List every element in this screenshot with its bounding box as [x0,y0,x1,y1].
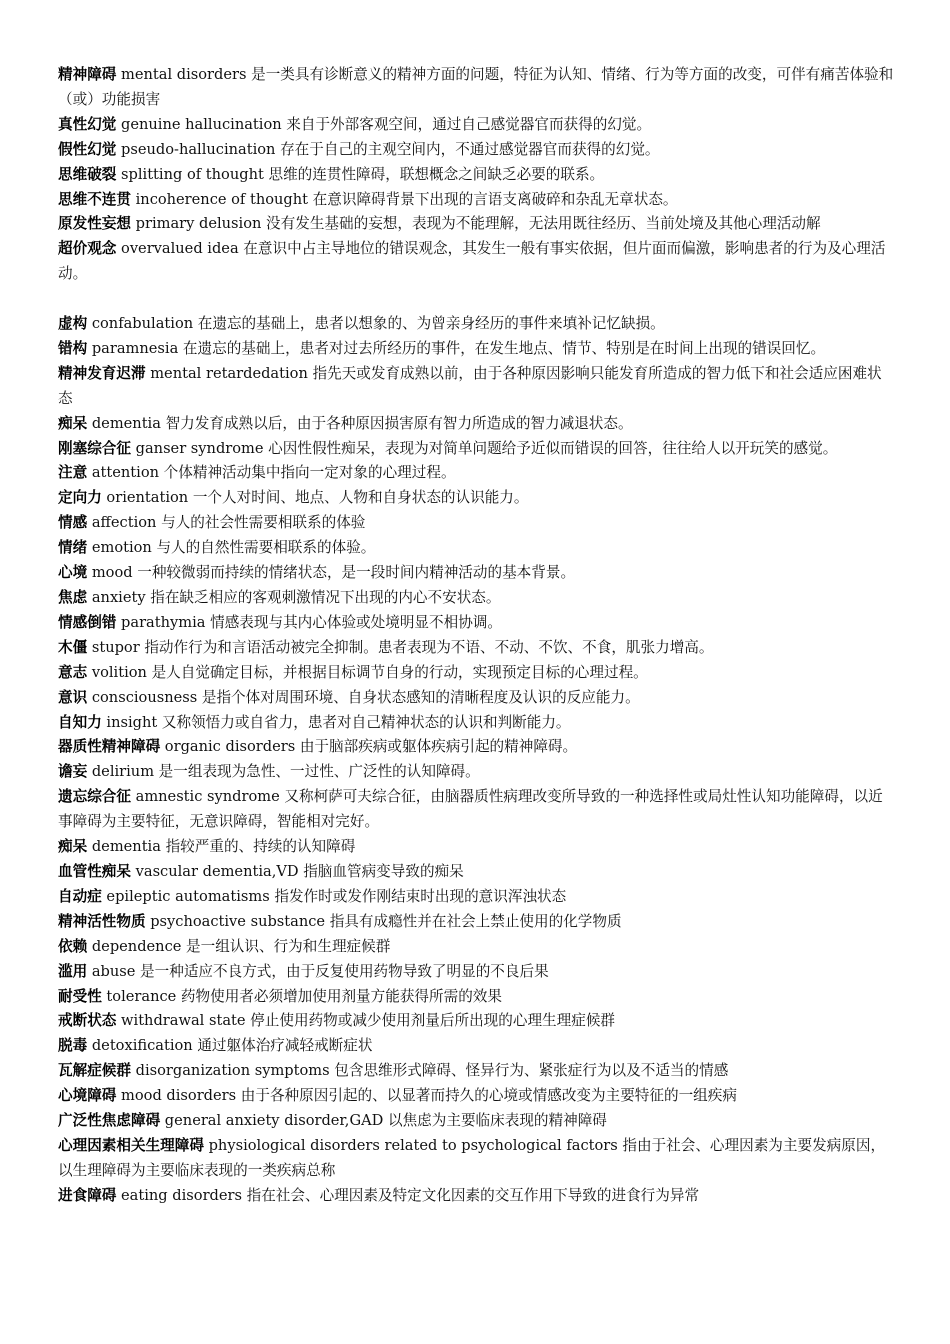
entry-term: 依赖 [58,937,88,955]
entry-definition: parathymia 情感表现与其内心体验或处境明显不相协调。 [116,613,502,631]
entry-definition: mood disorders 由于各种原因引起的、以显著而持久的心境或情感改变为主要特征的一组疾病 [116,1087,737,1105]
entry-term: 心理因素相关生理障碍 [58,1136,204,1154]
entry-definition: pseudo-hallucination 存在于自己的主观空间内，不通过感觉器官而获得的幻觉。 [116,140,660,158]
glossary-entry [58,935,894,960]
entry-definition: emotion 与人的自然性需要相联系的体验。 [87,539,376,557]
entry-term: 意志 [58,663,88,681]
entry-term: 木僵 [58,638,88,656]
glossary-entry [58,362,894,412]
entry-definition: anxiety 指在缺乏相应的客观刺激情况下出现的内心不安状态。 [87,589,501,607]
entry-definition: incoherence of thought 在意识障碍背景下出现的言语支离破碎和杂乱无章状态。 [130,190,678,208]
glossary-entry [58,561,894,586]
entry-definition: paramnesia 在遗忘的基础上，患者对过去所经历的事件，在发生地点、情节、特别是在时间上出现的错误回忆。 [87,339,826,357]
glossary-entry [58,113,894,138]
entry-definition: genuine hallucination 来自于外部客观空间，通过自己感觉器官而获得的幻觉。 [116,115,652,133]
entry-definition: mood 一种较微弱而持续的情绪状态，是一段时间内精神活动的基本背景。 [87,564,576,582]
entry-definition: confabulation 在遗忘的基础上，患者以想象的、为曾亲身经历的事件来填补记忆缺损。 [87,315,665,333]
entry-definition: dependence 是一组认识、行为和生理症候群 [87,937,391,955]
glossary-entry [58,486,894,511]
entry-definition: epileptic automatisms 指发作时或发作刚结束时出现的意识浑浊状态 [101,887,567,905]
glossary-entry [58,711,894,736]
glossary-entry [58,910,894,935]
entry-term: 假性幻觉 [58,140,117,158]
glossary-entry [58,785,894,835]
glossary-entry [58,337,894,362]
glossary-entry [58,835,894,860]
entry-definition: ganser syndrome 心因性假性痴呆，表现为对简单问题给予近似而错误的回答，往往给人以开玩笑的感觉。 [130,439,838,457]
entry-definition: dementia 智力发育成熟以后，由于各种原因损害原有智力所造成的智力减退状态。 [87,414,633,432]
glossary-entry [58,461,894,486]
entry-term: 器质性精神障碍 [58,738,161,756]
entry-definition: orientation 一个人对时间、地点、人物和自身状态的认识能力。 [101,489,529,507]
entry-definition: physiological disorders related to psychological factors 指由于社会、心理因素为主要发病原因，以生理障碍为主要临床表现的一类疾病总称 [58,1136,886,1179]
entry-term: 思维破裂 [58,165,117,183]
entry-term: 心境障碍 [58,1087,117,1105]
entry-term: 广泛性焦虑障碍 [58,1112,161,1130]
entry-definition: organic disorders 由于脑部疾病或躯体疾病引起的精神障碍。 [160,738,578,756]
entry-term: 思维不连贯 [58,190,131,208]
entry-term: 进食障碍 [58,1186,117,1204]
glossary-entry [58,1084,894,1109]
glossary-entry [58,760,894,785]
entry-definition: attention 个体精神活动集中指向一定对象的心理过程。 [87,464,456,482]
glossary-entry [58,686,894,711]
entry-term: 戒断状态 [58,1012,117,1030]
entry-term: 真性幻觉 [58,115,117,133]
entry-definition: amnestic syndrome 又称柯萨可夫综合征，由脑器质性病理改变所导致的一种选择性或局灶性认知功能障碍，以近事障碍为主要特征，无意识障碍，智能相对完好。 [58,788,883,831]
glossary-entry [58,1059,894,1084]
glossary-entry [58,1009,894,1034]
entry-term: 原发性妄想 [58,215,131,233]
entry-definition: eating disorders 指在社会、心理因素及特定文化因素的交互作用下导致的进食行为异常 [116,1186,700,1204]
entry-term: 情感 [58,514,88,532]
glossary-entry [58,985,894,1010]
entry-term: 精神活性物质 [58,912,146,930]
glossary-entry [58,437,894,462]
entry-definition: disorganization symptoms 包含思维形式障碍、怪异行为、紧张症行为以及不适当的情感 [130,1062,729,1080]
entry-term: 刚塞综合征 [58,439,131,457]
glossary-entry [58,63,894,113]
entry-definition: mental retardedation 指先天或发育成熟以前，由于各种原因影响只能发育所造成的智力低下和社会适应困难状态 [58,364,882,407]
entry-term: 精神障碍 [58,66,117,83]
glossary-entry [58,735,894,760]
glossary-entry [58,636,894,661]
entry-term: 错构 [58,339,88,357]
glossary-entry [58,163,894,188]
glossary-entry [58,1109,894,1134]
entry-term: 痴呆 [58,838,88,856]
entry-definition: general anxiety disorder,GAD 以焦虑为主要临床表现的精神障碍 [160,1112,607,1130]
glossary-entry [58,312,894,337]
glossary-entry [58,1034,894,1059]
entry-definition: insight 又称领悟力或自省力，患者对自己精神状态的认识和判断能力。 [101,713,571,731]
glossary-entry [58,586,894,611]
entry-term: 痴呆 [58,414,88,432]
entry-term: 遗忘综合征 [58,788,131,806]
entry-definition: psychoactive substance 指具有成瘾性并在社会上禁止使用的化学物质 [145,912,622,930]
entry-definition: dementia 指较严重的、持续的认知障碍 [87,838,356,856]
entry-term: 滥用 [58,962,88,980]
glossary-entry [58,188,894,213]
entry-definition: detoxification 通过躯体治疗减轻戒断症状 [87,1037,373,1055]
entry-definition: stupor 指动作行为和言语活动被完全抑制。患者表现为不语、不动、不饮、不食，肌张力增高。 [87,638,714,656]
glossary-entry [58,1134,894,1184]
glossary-entry [58,511,894,536]
entry-term: 血管性痴呆 [58,862,131,880]
glossary-entry [58,237,894,287]
glossary-list [58,63,894,1209]
entry-definition: delirium 是一组表现为急性、一过性、广泛性的认知障碍。 [87,763,480,781]
entry-definition: splitting of thought 思维的连贯性障碍，联想概念之间缺乏必要的联系。 [116,165,605,183]
entry-term: 耐受性 [58,987,102,1005]
entry-definition: withdrawal state 停止使用药物或减少使用剂量后所出现的心理生理症候群 [116,1012,616,1030]
entry-term: 情绪 [58,539,88,557]
entry-term: 注意 [58,464,88,482]
entry-definition: volition 是人自觉确定目标，并根据目标调节自身的行动，实现预定目标的心理过程。 [87,663,648,681]
entry-definition: tolerance 药物使用者必须增加使用剂量方能获得所需的效果 [101,987,502,1005]
glossary-entry [58,412,894,437]
entry-term: 自知力 [58,713,102,731]
entry-definition: primary delusion 没有发生基础的妄想，表现为不能理解，无法用既往经历、当前处境及其他心理活动解 [130,215,821,233]
glossary-entry [58,1184,894,1209]
glossary-entry [58,860,894,885]
entry-term: 瓦解症候群 [58,1062,131,1080]
glossary-entry [58,212,894,237]
glossary-entry [58,611,894,636]
entry-definition: abuse 是一种适应不良方式，由于反复使用药物导致了明显的不良后果 [87,962,549,980]
glossary-entry [58,661,894,686]
entry-term: 脱毒 [58,1037,88,1055]
entry-term: 定向力 [58,489,102,507]
entry-definition: affection 与人的社会性需要相联系的体验 [87,514,366,532]
glossary-entry [58,536,894,561]
entry-term: 意识 [58,688,88,706]
entry-definition: mental disorders 是一类具有诊断意义的精神方面的问题，特征为认知、情绪、行为等方面的改变，可伴有痛苦体验和（或）功能损害 [58,66,894,108]
entry-definition: consciousness 是指个体对周围环境、自身状态感知的清晰程度及认识的反应能力。 [87,688,640,706]
entry-term: 虚构 [58,315,88,333]
glossary-entry [58,960,894,985]
entry-term: 自动症 [58,887,102,905]
entry-term: 精神发育迟滞 [58,364,146,382]
glossary-entry [58,885,894,910]
entry-term: 情感倒错 [58,613,117,631]
blank-line [58,287,894,312]
entry-definition: overvalued idea 在意识中占主导地位的错误观念，其发生一般有事实依据，但片面而偏激，影响患者的行为及心理活动。 [58,240,886,283]
glossary-entry [58,138,894,163]
entry-term: 焦虑 [58,589,88,607]
entry-term: 谵妄 [58,763,88,781]
entry-term: 心境 [58,564,88,582]
entry-definition: vascular dementia,VD 指脑血管病变导致的痴呆 [130,862,464,880]
entry-term: 超价观念 [58,240,117,258]
